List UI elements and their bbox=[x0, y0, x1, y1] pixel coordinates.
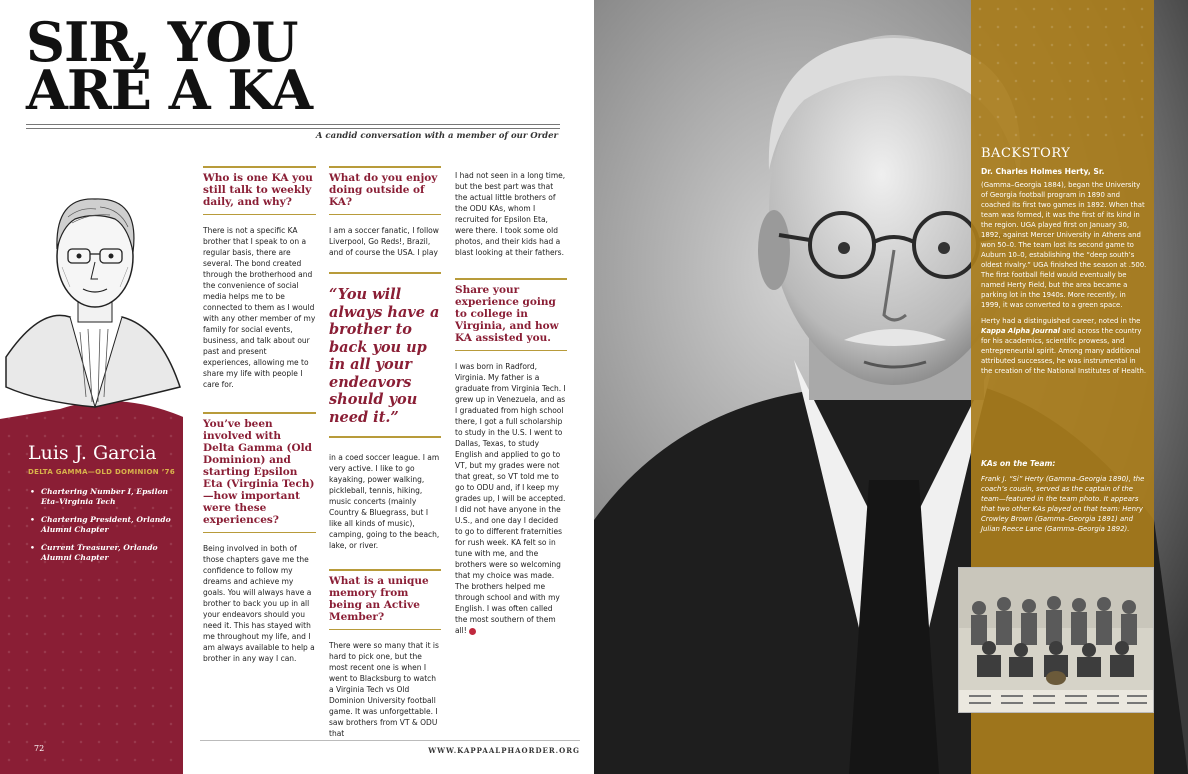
team-heading: KAs on the Team: bbox=[981, 459, 1056, 468]
footer-divider bbox=[200, 740, 580, 741]
answer-1: There is not a specific KA brother that I speak to on a regular basis, there are several. The bond created through the brotherhood and the convenience of social media helps me to be connected to them as I would with any other member of my family for social events, business, and talk about our past and present experiences, allowing me to share my life with people I care for. bbox=[203, 226, 316, 389]
journal-title: Kappa Alpha Journal bbox=[981, 327, 1061, 335]
end-of-article-icon bbox=[469, 628, 476, 635]
backstory-subject: Dr. Charles Holmes Herty, Sr. bbox=[981, 167, 1105, 176]
answer-3-end: in a coed soccer league. I am very active. I like to go kayaking, power walking, pickleball, tennis, hiking, music concerts (mainly Country & Bluegrass, but I like all kinds of music), camping, going to the beach, lake, or river. bbox=[329, 453, 440, 550]
backstory-pattern bbox=[971, 0, 1154, 140]
pull-quote: “You will always have a brother to back you up in all your endeavors should you need it.” bbox=[329, 272, 441, 438]
role-item: • Chartering President, Orlando Alumni Chapter bbox=[30, 515, 180, 535]
column-3 bbox=[455, 170, 567, 636]
profile-name: Luis J. Garcia bbox=[28, 442, 157, 464]
question-5: Share your experience going to college in Virginia, and how KA assisted you. bbox=[455, 278, 567, 351]
title-divider bbox=[26, 124, 560, 129]
backstory-text: and across the country for his academics, scientific prowess, and entrepreneurial spirit. Among many additional attributed successes, he was instrumental in the creation of the National Institutes of Health. bbox=[981, 327, 1147, 375]
team-photo bbox=[958, 567, 1154, 713]
headline-line-2: ARE A KA bbox=[26, 58, 313, 122]
answer-5 bbox=[455, 361, 567, 636]
role-item: • Chartering Number I, Epsilon Eta–Virginia Tech bbox=[30, 487, 180, 507]
backstory-paragraph-1: (Gamma–Georgia 1884), began the University of Georgia football program in 1890 and coached its first two games in 1892. When that team was formed, it was the first of its kind in the region. UGA played first on January 30, 1892, against Mercer University in Athens and won 50–0. The team lost its second game to Auburn 10–0, establishing the “deep south’s oldest rivalry.” UGA finished the season at .500. The first football field would eventually be named Herty Field, but the area became a parking lot in the 1940s. More recently, in 1999, it was converted to a green space. bbox=[981, 181, 1147, 309]
role-item: • Current Treasurer, Orlando Alumni Chapter bbox=[30, 543, 180, 563]
question-3: What do you enjoy doing outside of KA? bbox=[329, 166, 441, 215]
answer-2: Being involved in both of those chapters gave me the confidence to follow my dreams and achieve my goals. You will always have a brother to back you up in all your endeavors should you need it. This has stayed with me throughout my life, and I am always available to help a brother in any way I can. bbox=[203, 544, 315, 663]
column-1 bbox=[203, 166, 316, 664]
question-4: What is a unique memory from being an Active Member? bbox=[329, 569, 441, 630]
profile-affiliation: DELTA GAMMA—OLD DOMINION ’76 bbox=[28, 468, 175, 476]
answer-4: There were so many that it is hard to pick one, but the most recent one is when I went to Blacksburg to watch a Virginia Tech vs Old Dominion University football game. It was unforgettable. I saw brothers from VT & ODU that bbox=[329, 641, 439, 738]
right-page bbox=[594, 0, 1188, 774]
answer-5-text: I was born in Radford, Virginia. My father is a graduate from Virginia Tech. I grew up in Venezuela, and as I graduated from high school there, I got a full scholarship to study in the U.S. I went to Dallas, Texas, to study English and applied to go to VT, but my grades were not that great, so VT told me to go to ODU and, if I keep my grades up, I will be accepted. I did not have anyone in the U.S., and one day I decided to go to different fraternities for rush week. KA felt so in tune with me, and the brothers were so welcoming that my choice was made. The brothers helped me through school and with my English. I was often called the most southern of them all! bbox=[455, 362, 566, 635]
question-1: Who is one KA you still talk to weekly daily, and why? bbox=[203, 166, 316, 215]
headline-line-1: SIR, YOU bbox=[26, 10, 298, 74]
backstory-heading: BACKSTORY bbox=[981, 146, 1071, 161]
headline bbox=[26, 10, 566, 122]
page-number: 72 bbox=[34, 744, 45, 753]
backstory-paragraph-2 bbox=[981, 316, 1147, 376]
answer-4-continued: I had not seen in a long time, but the best part was that the actual little brothers of the ODU KAs, whom I recruited for Epsilon Eta, were there. I took some old photos, and their kids had a blast looking at their fathers. bbox=[455, 171, 566, 257]
backstory-section bbox=[981, 146, 1147, 382]
backstory-text: Herty had a distinguished career, noted in the bbox=[981, 317, 1141, 325]
subhead: A candid conversation with a member of our Order bbox=[315, 131, 558, 141]
column-2 bbox=[329, 166, 441, 739]
answer-3-start: I am a soccer fanatic, I follow Liverpool, Go Reds!, Brazil, and of course the USA. I play bbox=[329, 226, 439, 257]
profile-portrait-illustration bbox=[0, 157, 188, 419]
team-text: Frank J. “Si” Herty (Gamma–Georgia 1890), the coach’s cousin, served as the captain of the team—featured in the team photo. It appears that two other KAs played on that team: Henry Crowley Brown (Gamma–Georgia 1891) and Julian Reece Lane (Gamma–Georgia 1892). bbox=[981, 475, 1145, 533]
profile-roles bbox=[30, 487, 180, 571]
question-2: You’ve been involved with Delta Gamma (Old Dominion) and starting Epsilon Eta (Virginia Tech)—how important were these experiences? bbox=[203, 412, 316, 533]
website-url: WWW.KAPPAALPHAORDER.ORG bbox=[428, 746, 580, 755]
